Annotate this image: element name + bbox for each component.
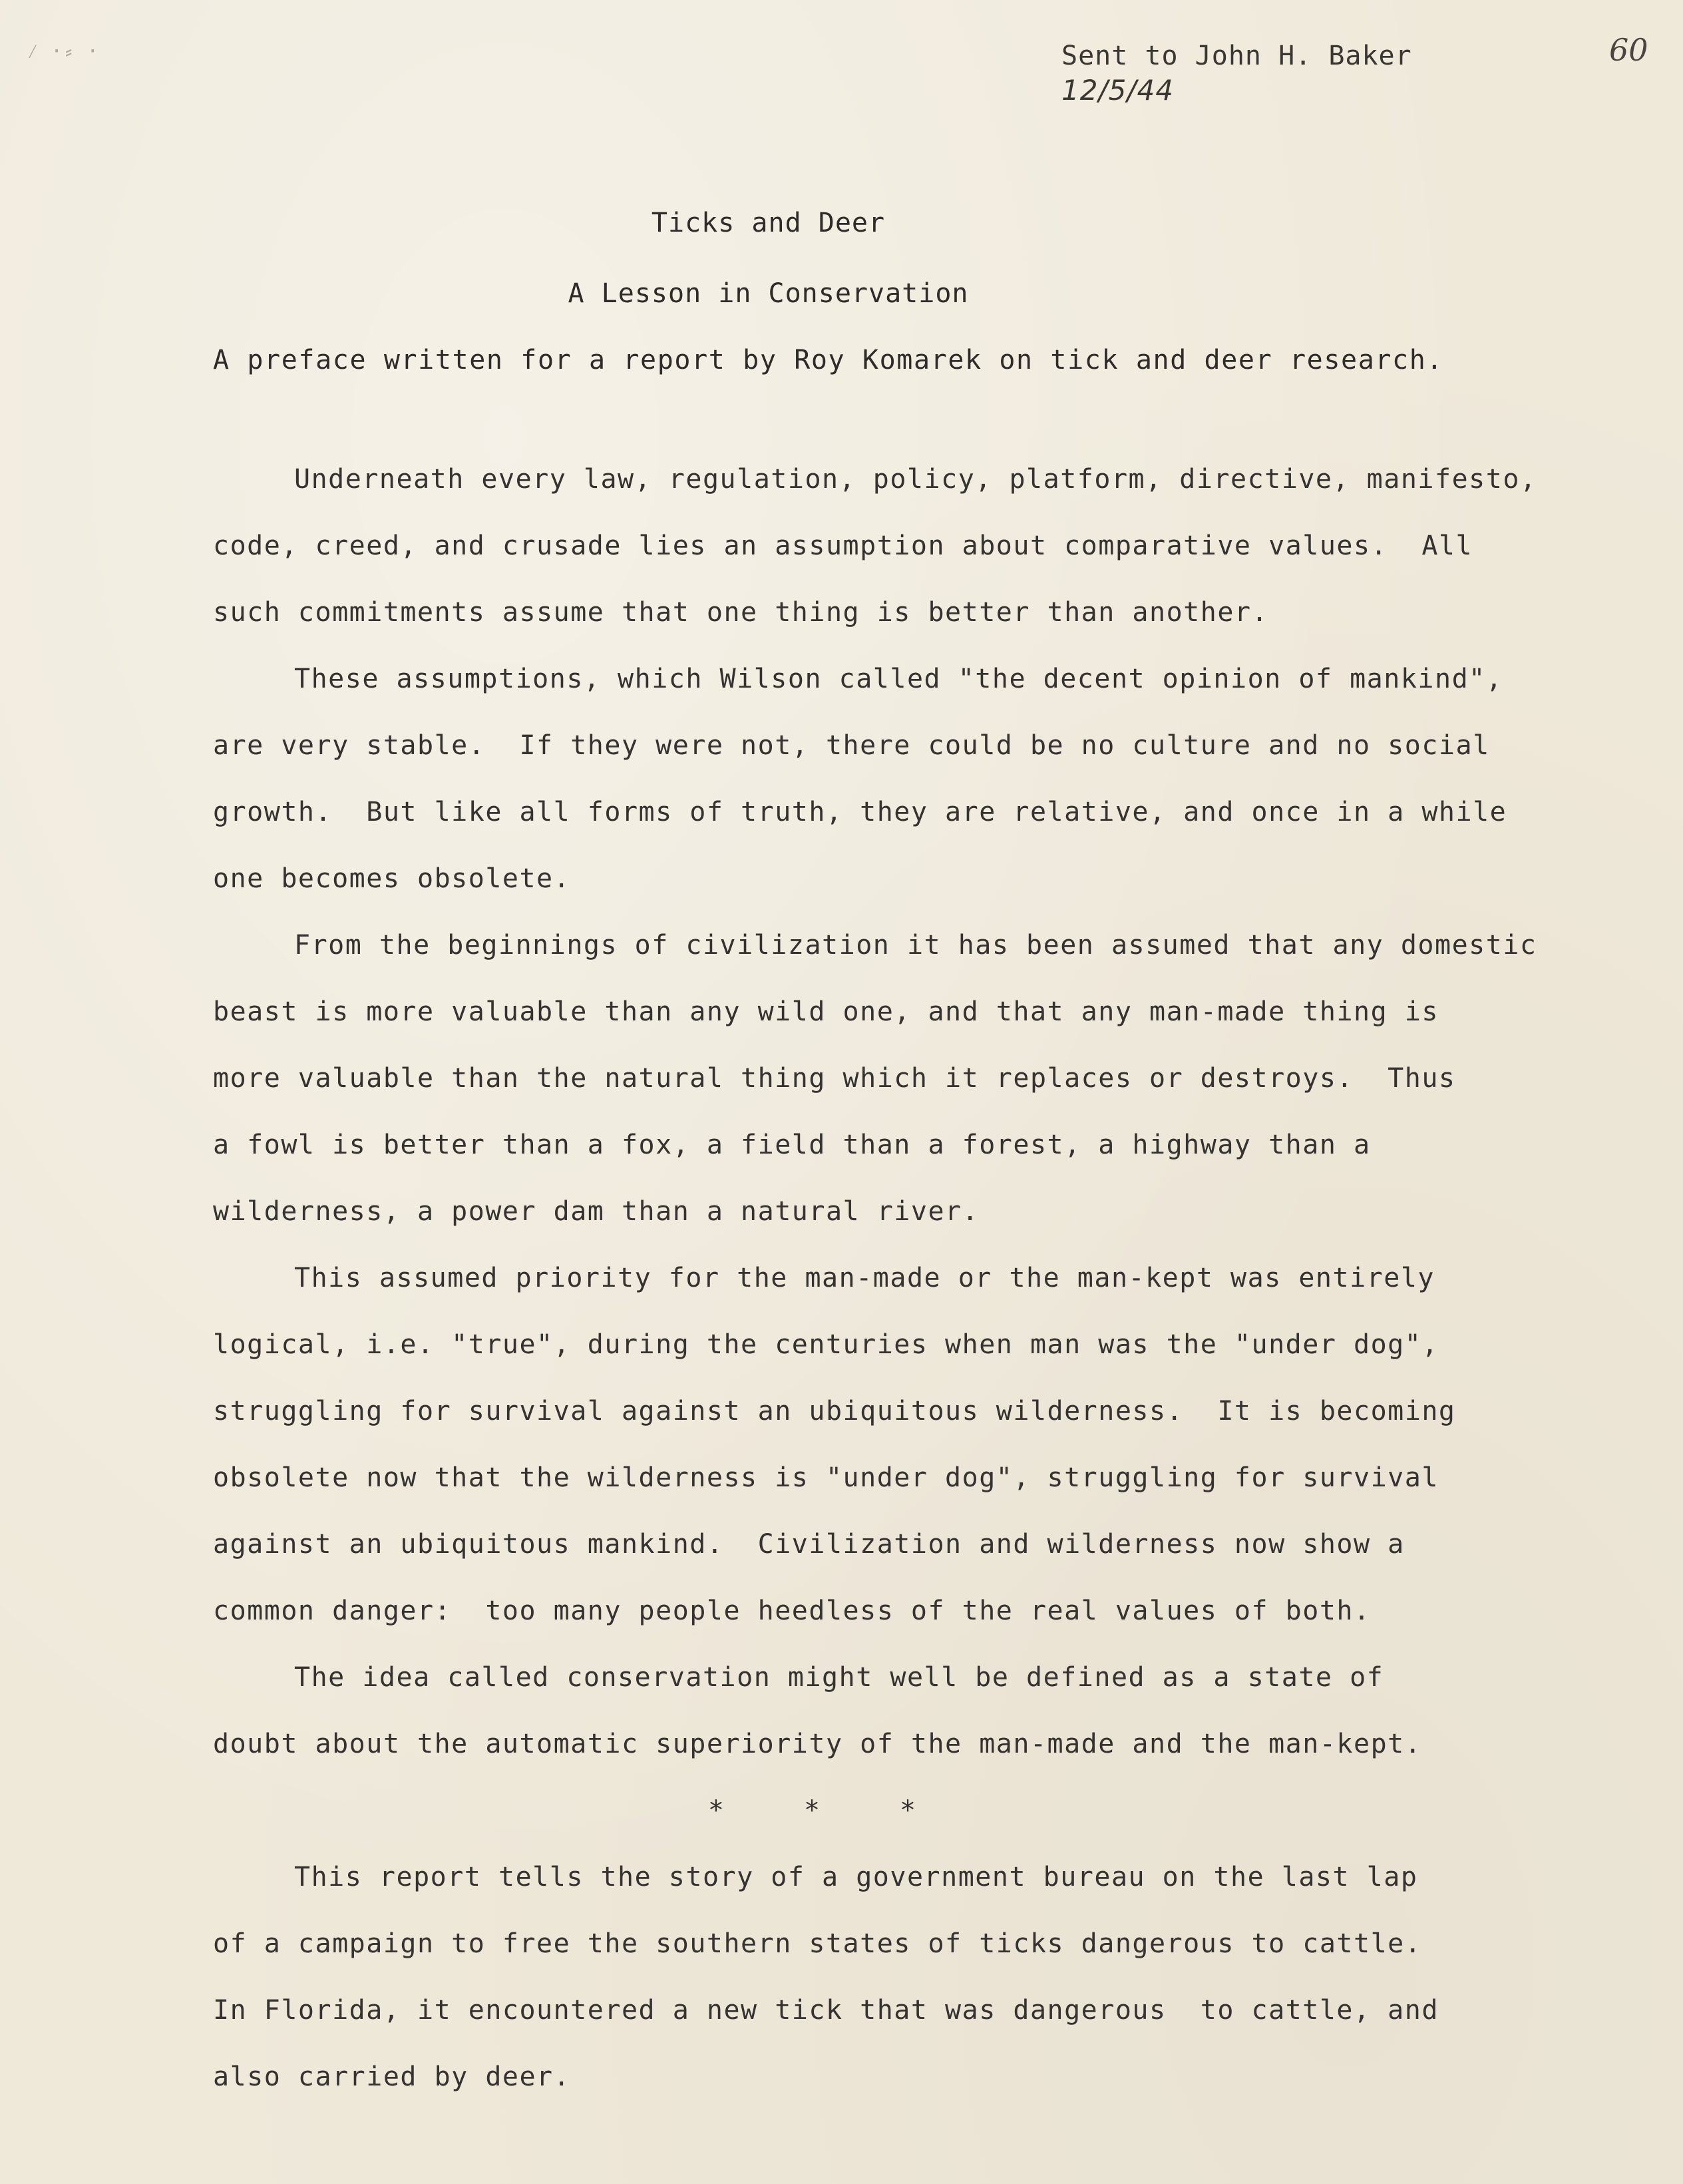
section-separator — [213, 1777, 1517, 1844]
text-line: This assumed priority for the man-made or the man-kept was entirely — [294, 1263, 1435, 1293]
sent-note — [1061, 39, 1412, 108]
text-line: From the beginnings of civilization it has been assumed that any domestic — [294, 930, 1537, 961]
text-line: also carried by deer. — [213, 2062, 571, 2092]
text-line: growth. But like all forms of truth, they are relative, and once in a while — [213, 797, 1507, 827]
text-line: of a campaign to free the southern states of ticks dangerous to cattle. — [213, 1928, 1422, 1959]
text-line: one becomes obsolete. — [213, 863, 571, 894]
text-line: The idea called conservation might well be defined as a state of — [294, 1662, 1384, 1693]
page-number: 60 — [1609, 32, 1648, 68]
separator-star: * — [707, 1795, 724, 1826]
text-line: common danger: too many people heedless of the real values of both. — [213, 1596, 1371, 1626]
text-line: against an ubiquitous mankind. Civilization and wilderness now show a — [213, 1529, 1405, 1560]
text-line: These assumptions, which Wilson called "the decent opinion of mankind", — [294, 664, 1503, 694]
document-title: Ticks and Deer — [651, 208, 886, 238]
separator-star: * — [900, 1795, 916, 1826]
sent-note-recipient: Sent to John H. Baker — [1061, 41, 1412, 71]
text-line: This report tells the story of a government bureau on the last lap — [294, 1862, 1418, 1892]
separator-star: * — [803, 1795, 821, 1826]
text-line: more valuable than the natural thing which it replaces or destroys. Thus — [213, 1063, 1456, 1094]
body-text — [213, 446, 1537, 2110]
text-line: Underneath every law, regulation, policy, platform, directive, manifesto, — [294, 464, 1537, 495]
text-line: such commitments assume that one thing is better than another. — [213, 597, 1269, 628]
text-line: code, creed, and crusade lies an assumption about comparative values. All — [213, 531, 1473, 561]
text-line: logical, i.e. "true", during the centuries when man was the "under dog", — [213, 1329, 1439, 1360]
sent-note-date: 12/5/44 — [1061, 74, 1174, 107]
smudge-mark: ⁄ ·⸗ · — [27, 40, 99, 63]
text-line: struggling for survival against an ubiquitous wilderness. It is becoming — [213, 1396, 1456, 1426]
text-line: wilderness, a power dam than a natural river. — [213, 1196, 980, 1227]
text-line: a fowl is better than a fox, a field than a forest, a highway than a — [213, 1130, 1371, 1160]
text-line: beast is more valuable than any wild one, and that any man-made thing is — [213, 996, 1439, 1027]
text-line: In Florida, it encountered a new tick that was dangerous to cattle, and — [213, 1995, 1439, 2026]
text-line: obsolete now that the wilderness is "under dog", struggling for survival — [213, 1462, 1439, 1493]
text-line: are very stable. If they were not, there could be no culture and no social — [213, 730, 1490, 761]
text-line: doubt about the automatic superiority of the man-made and the man-kept. — [213, 1729, 1422, 1759]
preface-line: A preface written for a report by Roy Komarek on tick and deer research. — [213, 345, 1444, 375]
document-subtitle: A Lesson in Conservation — [568, 278, 969, 309]
